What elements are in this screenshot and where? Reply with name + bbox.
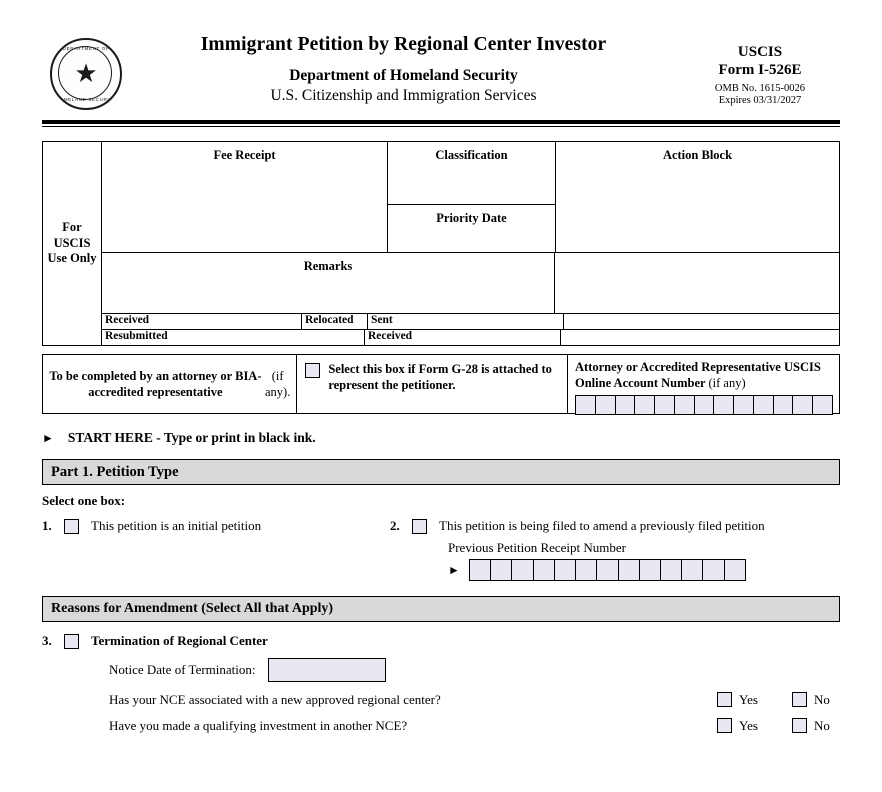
- investment-no-checkbox[interactable]: [792, 718, 807, 733]
- previous-receipt-label: Previous Petition Receipt Number: [448, 540, 627, 555]
- arrow-right-icon: ►: [42, 430, 54, 445]
- investment-no-group[interactable]: [792, 718, 830, 734]
- attorney-account-field[interactable]: [568, 355, 839, 413]
- resubmitted-row-filler: [561, 330, 839, 345]
- initial-petition-checkbox[interactable]: [64, 519, 79, 534]
- termination-label: Termination of Regional Center: [91, 633, 268, 648]
- start-here-note: [42, 430, 840, 446]
- received-row-filler: [564, 314, 839, 329]
- nce-rc-no-group[interactable]: [792, 692, 830, 708]
- notice-date-row: [42, 658, 840, 682]
- investment-yes-group[interactable]: [717, 718, 758, 734]
- dhs-seal-icon: [50, 38, 118, 106]
- previous-receipt-input[interactable]: [469, 559, 746, 581]
- priority-date-cell[interactable]: [388, 205, 555, 252]
- termination-row: [42, 633, 840, 649]
- qualifying-investment-question-row: [42, 717, 840, 734]
- priority-date-label: Priority Date: [436, 211, 507, 225]
- form-number: Form I-526E: [718, 62, 802, 78]
- relocated-label: Relocated: [302, 314, 368, 329]
- received-label: Received: [102, 314, 302, 329]
- attorney-account-label-optional: (if any): [708, 375, 746, 390]
- initial-petition-label: This petition is an initial petition: [91, 518, 262, 533]
- seal-text-bottom: HOMELAND SECURITY: [55, 97, 117, 102]
- amend-petition-checkbox[interactable]: [412, 519, 427, 534]
- agency-name: Department of Homeland Security: [289, 67, 518, 84]
- fee-receipt-cell[interactable]: [102, 142, 388, 252]
- amendment-section-header: Reasons for Amendment (Select All that Apply): [42, 596, 840, 622]
- termination-checkbox[interactable]: [64, 634, 79, 649]
- attorney-section: [42, 354, 840, 414]
- yes-label: Yes: [739, 717, 758, 733]
- action-block-label: Action Block: [662, 148, 733, 162]
- start-here-text: START HERE - Type or print in black ink.: [67, 430, 316, 445]
- previous-receipt-section: [42, 540, 840, 581]
- nce-rc-yes-checkbox[interactable]: [717, 692, 732, 707]
- page-title: Immigrant Petition by Regional Center Investor: [200, 34, 607, 55]
- attorney-note: [43, 355, 297, 413]
- classification-cell[interactable]: [388, 142, 555, 205]
- no-label: No: [814, 691, 830, 707]
- form-page: [0, 22, 882, 792]
- sent-label: Sent: [368, 314, 564, 329]
- agency-subname: U.S. Citizenship and Immigration Services: [270, 87, 537, 104]
- received-label-2: Received: [365, 330, 561, 345]
- arrow-right-icon: ►: [448, 562, 460, 577]
- form-header: [42, 22, 840, 118]
- nce-regional-center-question: Has your NCE associated with a new approved regional center?: [109, 691, 441, 707]
- qualifying-investment-question: Have you made a qualifying investment in another NCE?: [109, 717, 408, 733]
- uscis-use-only-label: For USCIS Use Only: [43, 142, 102, 345]
- item-3-number: 3.: [42, 633, 52, 648]
- omb-number: OMB No. 1615-0026: [714, 83, 806, 94]
- investment-yes-checkbox[interactable]: [717, 718, 732, 733]
- resubmitted-label: Resubmitted: [102, 330, 365, 345]
- attorney-note-bold: To be completed by an attorney or BIA-accredited representative: [49, 368, 262, 399]
- remarks-label: Remarks: [303, 259, 353, 273]
- uscis-use-table: [42, 141, 840, 346]
- no-label: No: [814, 717, 830, 733]
- remarks-filler: [555, 253, 839, 313]
- remarks-cell[interactable]: [102, 253, 555, 313]
- attorney-account-label: Attorney or Accredited Representative USCIS Online Account Number: [575, 360, 821, 390]
- amend-petition-group: [390, 518, 765, 534]
- g28-checkbox[interactable]: [305, 363, 320, 378]
- nce-rc-yes-group[interactable]: [717, 692, 758, 708]
- seal-text-top: DEPARTMENT OF: [62, 46, 110, 51]
- eagle-glyph: ★: [74, 59, 98, 88]
- title-block: [132, 34, 675, 105]
- attorney-account-input[interactable]: [575, 395, 833, 415]
- classification-label: Classification: [435, 148, 508, 162]
- fee-receipt-label: Fee Receipt: [213, 148, 276, 162]
- select-one-instruction: Select one box:: [42, 493, 126, 508]
- item-1-number: 1.: [42, 518, 52, 533]
- item-2-number: 2.: [390, 518, 400, 533]
- notice-date-input[interactable]: [268, 658, 386, 682]
- g28-row[interactable]: [297, 355, 568, 413]
- form-meta: [680, 44, 840, 106]
- action-block-cell[interactable]: [556, 142, 839, 252]
- yes-label: Yes: [739, 691, 758, 707]
- g28-label: Select this box if Form G-28 is attached to represent the petitioner.: [328, 362, 552, 392]
- nce-regional-center-question-row: [42, 691, 840, 708]
- part1-header: Part 1. Petition Type: [42, 459, 840, 485]
- petition-type-row: [42, 518, 840, 534]
- amend-petition-label: This petition is being filed to amend a previously filed petition: [439, 518, 765, 533]
- attorney-note-normal: (if any).: [264, 368, 291, 399]
- expiration-date: Expires 03/31/2027: [718, 95, 802, 106]
- header-divider: [42, 120, 840, 127]
- notice-date-label: Notice Date of Termination:: [109, 662, 256, 677]
- nce-rc-no-checkbox[interactable]: [792, 692, 807, 707]
- uscis-label: USCIS: [737, 44, 783, 60]
